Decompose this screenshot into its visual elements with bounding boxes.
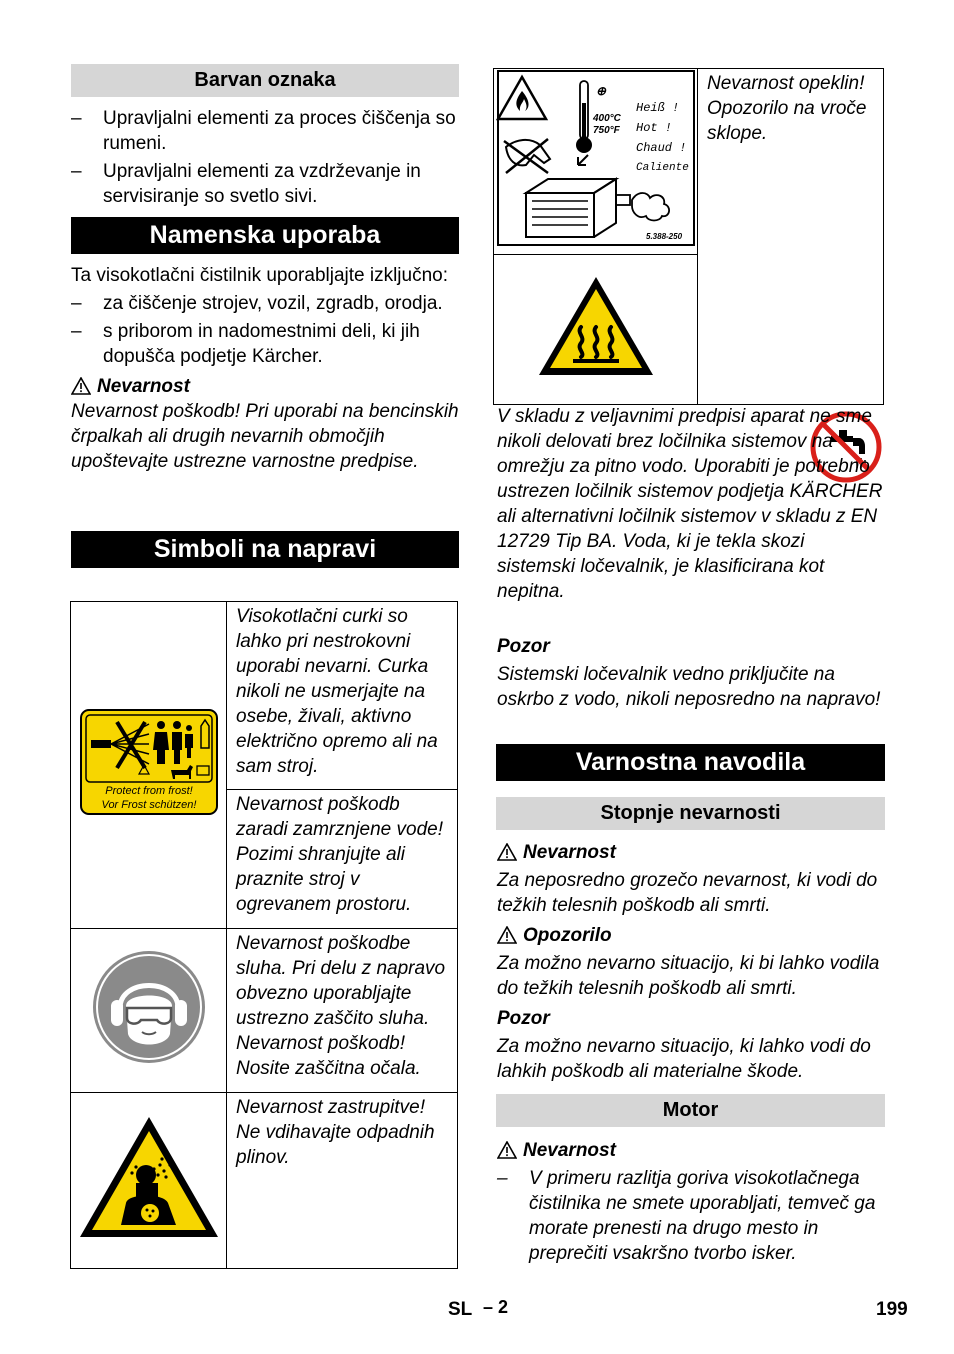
level-warning-label: Opozorilo [523, 925, 612, 946]
namenska-intro: Ta visokotlačni čistilnik uporabljajte izključno: [71, 265, 449, 286]
motor-header: Motor [496, 1094, 885, 1127]
hot-surface-triangle-cell [494, 255, 698, 405]
level-caution-label: Pozor [497, 1008, 550, 1029]
barvan-list [71, 106, 461, 209]
list-item: – V primeru razlitja goriva visokotlačnega čistilnika ne smete uporabljati, temveč ga morate prenesti na drugo mesto in preprečiti vsakršno tvorbo isker. [497, 1166, 887, 1266]
page-number: 199 [876, 1299, 908, 1320]
list-item: – za čiščenje strojev, vozil, zgradb, orodja. [71, 291, 461, 316]
hot-word-de: Heiß ! [635, 101, 679, 115]
level-warning-heading [497, 923, 887, 948]
danger-heading [71, 374, 461, 399]
hot-parts-table [493, 68, 884, 405]
list-item: – Upravljalni elementi za vzdrževanje in servisiranje so svetlo sivi. [71, 159, 461, 209]
danger-text: Nevarnost poškodb! Pri uporabi na bencinskih črpalkah ali drugih nevarnih območjih upoštevajte ustrezne varnostne predpise. [71, 401, 459, 472]
toxic-gas-symbol-cell [71, 1093, 227, 1269]
hot-surface-label-icon [496, 69, 696, 247]
toxic-fumes-warning-icon [76, 1113, 222, 1241]
namenska-uporaba-header: Namenska uporaba [71, 217, 459, 254]
stopnje-nevarnosti-header: Stopnje nevarnosti [496, 797, 885, 830]
symbol-text-pressure: Visokotlačni curki so lahko pri nestrokovni uporabi nevarni. Curka nikoli ne usmerjajte na osebe, živali, aktivno električno opremo ali na sam stroj. [227, 602, 458, 790]
high-pressure-jet-warning-icon [79, 708, 219, 816]
hot-label-cell [494, 69, 698, 255]
hot-label-code: 5.388-250 [645, 232, 682, 241]
namenska-section [71, 263, 461, 474]
footer-section-number: – 2 [483, 1297, 509, 1317]
symbol-text-frost: Nevarnost poškodb zaradi zamrznjene vode! Pozimi shranjujte ali praznite stroj v ogrevanem prostoru. [227, 790, 458, 929]
ear-eye-protection-icon [90, 948, 208, 1066]
hot-word-en: Hot ! [635, 121, 672, 135]
system-separator-text: V skladu z veljavnimi predpisi aparat ne sme nikoli delovati brez ločilnika sistemov na omrežju za pitno vodo. Uporabiti je potrebno ustrezen ločilnik sistemov podjetja KÄRCHER ali alternativni ločilnik sistemov v skladu z EN 12729 Tip BA. Voda, ki je tekla skozi sistemski ločevalnik, je klasificirana kot nepitna. [497, 406, 883, 602]
motor-section [497, 1138, 887, 1266]
list-item: – Upravljalni elementi za proces čiščenja so rumeni. [71, 106, 461, 156]
frost-line-1: Protect from frost! [104, 784, 193, 797]
ear-protection-symbol-cell [71, 929, 227, 1093]
hot-word-fr: Chaud ! [635, 141, 686, 155]
varnostna-navodila-header: Varnostna navodila [496, 744, 885, 781]
frost-line-2: Vor Frost schützen! [101, 798, 196, 811]
motor-danger-label: Nevarnost [523, 1140, 616, 1161]
right-text-block [497, 404, 887, 604]
hot-parts-text: Nevarnost opeklin! Opozorilo na vroče sklope. [698, 69, 884, 405]
list-item: – s priborom in nadomestnimi deli, ki jih dopušča podjetje Kärcher. [71, 319, 461, 369]
pressure-jet-symbol-cell [71, 602, 227, 929]
hot-temp-f: 750°F [592, 125, 620, 136]
hot-word-es: Caliente ! [635, 162, 696, 174]
level-warning-text: Za možno nevarno situacijo, ki bi lahko vodila do težkih telesnih poškodb ali smrti. [497, 953, 880, 999]
danger-label: Nevarnost [97, 376, 190, 397]
barvan-oznaka-header: Barvan oznaka [71, 64, 459, 97]
hot-surface-warning-icon [537, 275, 655, 377]
symbols-table [70, 601, 458, 1269]
danger-levels [497, 840, 887, 1084]
pozor-section [497, 634, 887, 712]
svg-text:⊕: ⊕ [595, 84, 606, 98]
warning-triangle-icon [497, 926, 517, 944]
motor-danger-heading [497, 1138, 887, 1163]
footer-language: SL [448, 1299, 473, 1320]
pozor-text: Sistemski ločevalnik vedno priključite na oskrbo z vodo, nikoli neposredno na napravo! [497, 664, 881, 710]
symbol-text-toxic: Nevarnost zastrupitve! Ne vdihavajte odpadnih plinov. [227, 1093, 458, 1269]
hot-temp-c: 400°C [592, 113, 621, 124]
level-caution-text: Za možno nevarno situacijo, ki lahko vodi do lahkih poškodb ali materialne škode. [497, 1036, 871, 1082]
warning-triangle-icon [497, 1141, 517, 1159]
pozor-label: Pozor [497, 636, 550, 657]
simboli-header: Simboli na napravi [71, 531, 459, 568]
level-danger-text: Za neposredno grozečo nevarnost, ki vodi do težkih telesnih poškodb ali smrti. [497, 870, 878, 916]
warning-triangle-icon [497, 843, 517, 861]
warning-triangle-icon [71, 377, 91, 395]
symbol-text-ear: Nevarnost poškodbe sluha. Pri delu z napravo obvezno uporabljajte ustrezno zaščito sluha. Nevarnost poškodb! Nosite zaščitna očala. [227, 929, 458, 1093]
level-danger-label: Nevarnost [523, 842, 616, 863]
level-danger-heading [497, 840, 887, 865]
